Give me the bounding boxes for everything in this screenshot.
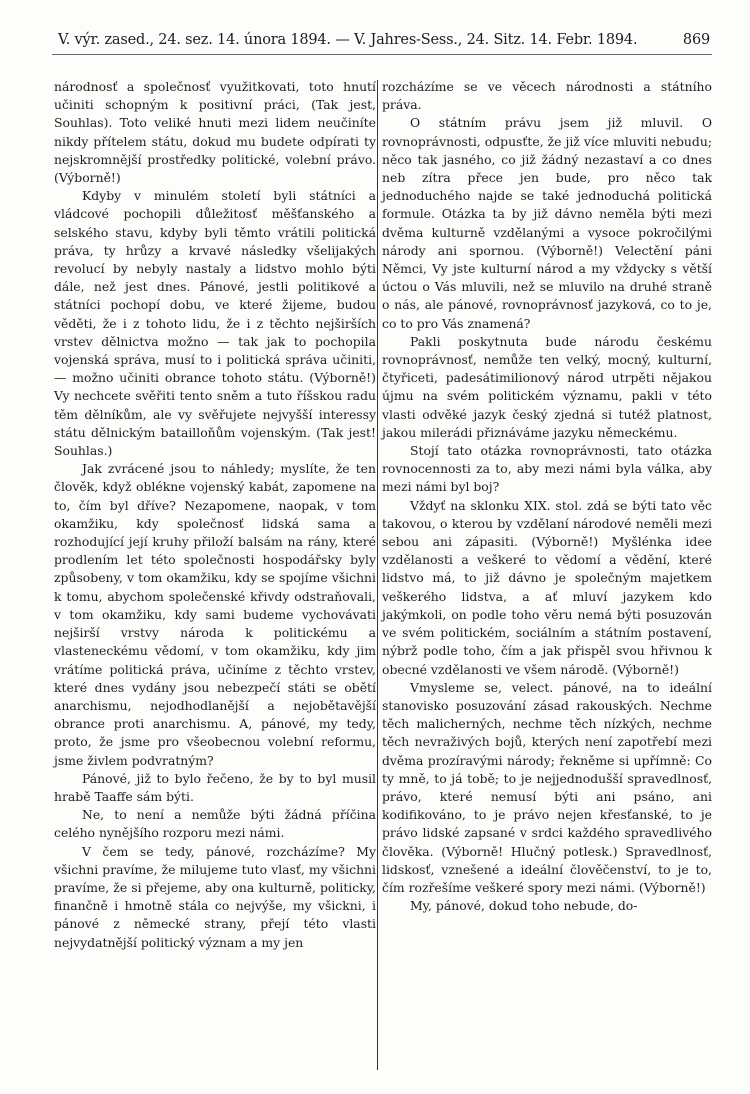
running-header <box>52 32 712 55</box>
paragraph: Pakli poskytnuta bude národu českému rovnoprávnosť, nemůže ten velký, mocný, kulturní, čtyřiceti, padesátimilionový národ utrpěti nějakou újmu na svém politickém významu, pakli v této vlasti odvěké jazyk český zjedná si tutéž platnost, jakou milerádi přiznáváme jazyku německému. <box>382 333 712 440</box>
paragraph: Pánové, již to bylo řečeno, že by to byl musil hrabě Taaffe sám býti. <box>54 770 376 804</box>
right-column <box>382 78 712 915</box>
paragraph: Vmysleme se, velect. pánové, na to ideální stanovisko posuzování zásad rakouských. Nechme těch malicherných, nechme těch nízkých, nechme těch nevraživých bojů, kterých není zapotřebí mezi dvěma prozíravými národy; řekněme si upřímně: Co ty mně, to já tobě; to je nejjednodušší spravedlnosť, právo, které nemusí býti ani psáno, ani kodifikováno, to je právo nejen křesťanské, to je právo lidské zapsané v srdci každého spravedlivého člověka. (Výborně! Hlučný potlesk.) Spravedlnosť, lidskosť, vznešené a ideální člověčenství, to je to, čím rozřešíme veškeré spory mezi námi. (Výborně!) <box>382 679 712 895</box>
paragraph: O státním právu jsem již mluvil. O rovnoprávnosti, odpusťte, že již více mluviti nebudu; něco tak jasného, co již žádný nezastaví a co dnes neb zítra přece jen bude, pro něco tak jednoduchého najde se také jednoduchá politická formule. Otázka ta by již dávno neměla býti mezi dvěma kulturně vzdělanými a vysoce pokročilými národy ani spornou. (Výborně!) Velectění páni Němci, Vy jste kulturní národ a my vždycky s větší úctou o Vás mluvili, než se mluvilo na druhé straně o nás, ale pánové, rovnoprávnosť jazyková, co to je, co to pro Vás znamená? <box>382 115 712 331</box>
paragraph: Kdyby v minulém století byli státníci a vládcové pochopili důležitosť měšťanského a selského stavu, kdyby byli těmto vrátili politická práva, ty hrůzy a krvavé následky všelijakých revolucí by nebyly nastaly a lidstvo mohlo býti dále, než jest dnes. Pánové, jestli politikové a státníci pochopí dobu, ve které žijeme, budou věděti, že i z tohoto lidu, že i z těchto nejširších vrstev dělnictva možno — tak jak to pochopila vojenská správa, musí to i politická správa učiniti, — možno učiniti obrance tohoto státu. (Výborně!) Vy nechcete svěřiti tento sněm a tuto říšskou radu těm dělníkům, ale vy svěřujete nejvyšší interessy státu dělnickým batailloňům vojenským. (Tak jest! Souhlas.) <box>54 188 376 459</box>
page-number: 869 <box>682 32 710 48</box>
column-divider <box>377 80 378 1070</box>
paragraph: Stojí tato otázka rovnoprávnosti, tato otázka rovnocennosti za to, aby mezi námi byla válka, aby mezi námi byl boj? <box>382 443 712 495</box>
paragraph: My, pánové, dokud toho nebude, do- <box>410 898 638 914</box>
running-title: V. výr. zased., 24. sez. 14. února 1894. — V. Jahres-Sess., 24. Sitz. 14. Febr. 1894. <box>58 32 638 48</box>
paragraph: rozcházíme se ve věcech národnosti a státního práva. <box>382 79 712 113</box>
paragraph: Vždyť na sklonku XIX. stol. zdá se býti tato věc takovou, o kterou by vzdělaní národové neměli mezi sebou ani zápasiti. (Výborně!) Myšlénka idee vzdělanosti a veškeré to vědomí a vědění, které lidstvo má, to již dávno je společným majetkem veškerého lidstva, a ať mluví jazykem kdo jakýmkoli, on podle toho věru nemá býti posuzován ve svém politickém, sociálním a státním postavení, nýbrž podle toho, čím a jak přispěl svou hřivnou k obecné vzdělanosti ve všem národě. (Výborně!) <box>382 497 712 677</box>
left-column <box>54 78 376 952</box>
paragraph: Jak zvrácené jsou to náhledy; myslíte, že ten člověk, když oblékne vojenský kabát, zapomene na to, čím byl dříve? Nezapomene, naopak, v tom okamžiku, kdy společnosť lidská sama a rozhodující její kruhy přiloží balsám na rány, které prodlením let této společnosti hospodářsky byly způsobeny, v tom okamžiku, kdy se spojíme všichni k tomu, abychom společenské křivdy odstraňovali, v tom okamžiku, kdy sami budeme vychovávati nejširší vrstvy národa k politickému a vlasteneckému vědomí, v tom okamžiku, kdy jim vrátíme politická práva, učiníme z těchto vrstev, které dnes vydány jsou nebezpečí státi se obětí anarchismu, nejodhodlanější a nejobětavější obrance proti anarchismu. A, pánové, my tedy, proto, že jsme pro všeobecnou volební reformu, jsme živlem podvratným? <box>54 461 376 768</box>
paragraph: Ne, to není a nemůže býti žádná příčina celého nynějšího rozporu mezi námi. <box>54 807 376 841</box>
paragraph: národnosť a společnosť využitkovati, toto hnutí učiniti schopným k positivní práci, (Tak jest, Souhlas). Toto veliké hnuti mezi lidem neučiníte nikdy přítelem státu, dokud mu budete odpírati ty nejskromnější prostředky politické, volební právo. (Výborně!) <box>54 79 376 186</box>
paragraph: V čem se tedy, pánové, rozcházíme? My všichni pravíme, že milujeme tuto vlasť, my všichni pravíme, že si přejeme, aby ona kulturně, politicky, finančně i hmotně stála co nejvýše, my všickni, i pánové z německé strany, přejí této vlasti nejvydatnější politický význam a my jen <box>54 843 376 950</box>
